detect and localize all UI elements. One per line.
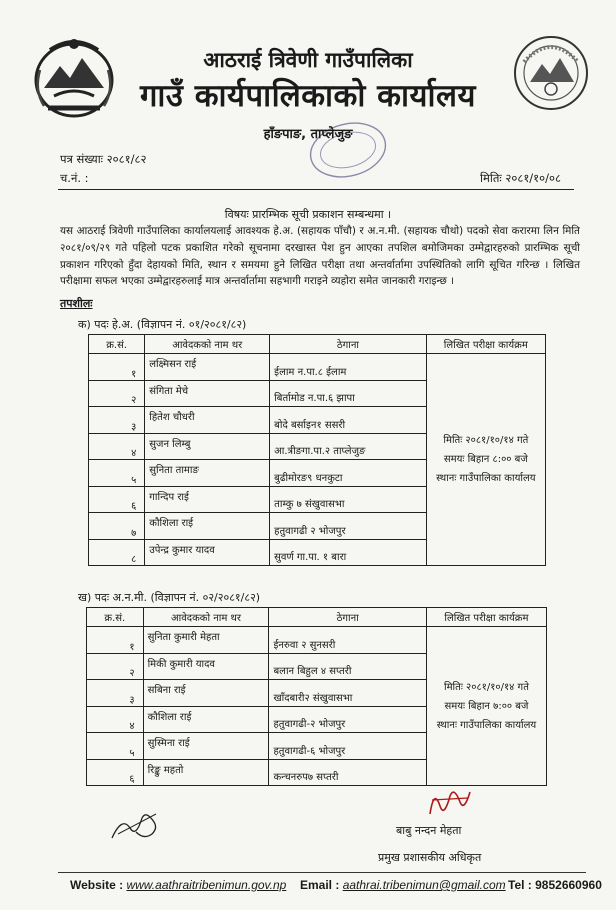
dispatch-number: च.नं. : bbox=[60, 171, 89, 185]
header-address: ठेगाना bbox=[270, 335, 427, 354]
serial-cell: १ bbox=[89, 354, 145, 381]
exam-date: मितिः २०८१/१०/१४ गते bbox=[443, 681, 529, 693]
footer-phone bbox=[508, 878, 602, 892]
address-cell: कन्चनरुप७ सप्तरी bbox=[269, 759, 426, 786]
footer-website bbox=[70, 878, 286, 892]
applicant-name-cell: गान्दिप राई bbox=[145, 486, 270, 513]
reference-label: पत्र संख्याः bbox=[60, 152, 104, 166]
exam-venue: स्थानः गाउँपालिका कार्यालय bbox=[436, 473, 536, 484]
header-name: आवेदकको नाम थर bbox=[143, 608, 269, 627]
address-cell: हतुवागढी-६ भोजपुर bbox=[269, 733, 426, 760]
applicant-name-cell: हितेश चौधरी bbox=[145, 407, 270, 434]
candidate-table-health-assistant bbox=[88, 334, 546, 566]
header-serial: क्र.सं. bbox=[87, 608, 144, 627]
exam-time: समयः बिहान ७:०० बजे bbox=[444, 700, 529, 712]
applicant-name-cell: सबिना राई bbox=[143, 680, 269, 707]
website-label: Website : bbox=[70, 878, 124, 892]
address-cell: ईनरुवा २ सुनसरी bbox=[269, 627, 426, 654]
details-heading: तपशीलः bbox=[60, 297, 93, 310]
address-cell: ईलाम न.पा.८ ईलाम bbox=[270, 354, 427, 381]
letter-body: यस आठराई त्रिवेणी गाउँपालिका कार्यालयलाई आवश्यक हे.अ. (सहायक पाँचौ) र अ.न.मी. (सहायक चौथो) पदको सेवा करारमा लिन मिति २०८१/०९/२९ गते पहिलो पटक प्रकाशित गरेको सूचनामा दरखास्त पेश हुन आएका तपशिल बमोजिमका उम्मेद्वारहरुको प्रारम्भिक सूची प्रकाशन गरिएको हुँदा देहायको मिति, स्थान र समयमा हुने लिखित परीक्षा तथा अन्तर्वार्तामा उपस्थितिको लागि सूचित गरिन्छ । लिखित परीक्षामा सफल भएका उम्मेद्वारहरुलाई मात्र अन्तर्वार्तामा सहभागी गराइने व्यहोरा समेत जानकारी गराइन्छ । bbox=[60, 225, 580, 288]
phone-label: Tel : bbox=[508, 878, 532, 892]
address-cell: बोदे बर्साइन१ ससरी bbox=[270, 407, 427, 434]
reference-value: २०८१/८२ bbox=[106, 152, 147, 166]
serial-cell: ८ bbox=[89, 539, 145, 566]
signer-name: बाबु नन्दन मेहता bbox=[396, 824, 462, 837]
serial-cell: ७ bbox=[89, 513, 145, 540]
applicant-name-cell: सुनिता कुमारी मेहता bbox=[143, 627, 269, 654]
serial-cell: २ bbox=[87, 653, 144, 680]
reference-number bbox=[60, 152, 146, 167]
header-serial: क्र.सं. bbox=[89, 335, 145, 354]
applicant-name-cell: सुनिता तामाङ bbox=[145, 460, 270, 487]
phone-number: 9852660960 bbox=[535, 878, 602, 892]
organization-name: आठराई त्रिवेणी गाउँपालिका bbox=[203, 48, 413, 72]
handwritten-signature-right bbox=[424, 784, 474, 820]
applicant-name-cell: सुजन लिम्बु bbox=[145, 433, 270, 460]
section-title-health-assistant: क) पदः हे.अ. (विज्ञापन नं. ०१/२०८१/८२) bbox=[78, 318, 247, 331]
address-cell: सुवर्ण गा.पा. १ बारा bbox=[270, 539, 427, 566]
serial-cell: ४ bbox=[87, 706, 144, 733]
email-label: Email : bbox=[300, 878, 340, 892]
applicant-name-cell: संगिता मेचे bbox=[145, 380, 270, 407]
serial-cell: १ bbox=[87, 627, 144, 654]
serial-cell: २ bbox=[89, 380, 145, 407]
applicant-name-cell: रिङ्कु महतो bbox=[143, 759, 269, 786]
serial-cell: ३ bbox=[89, 407, 145, 434]
address-cell: बिर्तामोड न.पा.६ झापा bbox=[270, 380, 427, 407]
address-cell: हतुवागढी-२ भोजपुर bbox=[269, 706, 426, 733]
applicant-name-cell: सुस्मिना राई bbox=[143, 733, 269, 760]
applicant-name-cell: मिकी कुमारी यादव bbox=[143, 653, 269, 680]
header-program: लिखित परीक्षा कार्यक्रम bbox=[426, 608, 546, 627]
serial-cell: ३ bbox=[87, 680, 144, 707]
table-row bbox=[87, 627, 547, 654]
applicant-name-cell: कौशिला राई bbox=[145, 513, 270, 540]
date-label: मितिः bbox=[480, 171, 502, 185]
address-cell: बुढीमोरङ९ धनकुटा bbox=[270, 460, 427, 487]
office-location: हाँङपाङ, ताप्लेजुङ bbox=[263, 127, 353, 142]
serial-cell: ५ bbox=[89, 460, 145, 487]
office-name: गाउँ कार्यपालिकाको कार्यालय bbox=[139, 78, 477, 114]
footer-email bbox=[300, 878, 506, 892]
exam-program-cell bbox=[426, 627, 546, 786]
date-value: २०८१/१०/०८ bbox=[505, 171, 561, 185]
header-divider bbox=[58, 189, 574, 190]
letter-subject: विषयः प्रारम्भिक सूची प्रकाशन सम्बन्धमा । bbox=[224, 208, 392, 221]
exam-program-cell bbox=[426, 354, 545, 566]
address-cell: खाँदबारी२ संखुवासभा bbox=[269, 680, 426, 707]
section-title-anm: ख) पदः अ.न.मी. (विज्ञापन नं. ०२/२०८१/८२) bbox=[78, 591, 261, 604]
applicant-name-cell: कौशिला राई bbox=[143, 706, 269, 733]
serial-cell: ४ bbox=[89, 433, 145, 460]
exam-date: मितिः २०८१/१०/१४ गते bbox=[443, 435, 529, 446]
letter-date bbox=[480, 171, 561, 186]
exam-time: समयः बिहान ८:०० बजे bbox=[443, 454, 528, 465]
header-address: ठेगाना bbox=[269, 608, 426, 627]
applicant-name-cell: लक्ष्मिसन राई bbox=[145, 354, 270, 381]
email-link[interactable]: aathrai.tribenimun@gmail.com bbox=[342, 878, 506, 892]
signer-designation: प्रमुख प्रशासकीय अधिकृत bbox=[378, 851, 482, 864]
header-program: लिखित परीक्षा कार्यक्रम bbox=[426, 335, 545, 354]
handwritten-signature-left bbox=[108, 808, 162, 844]
address-cell: हतुवागढी २ भोजपुर bbox=[270, 513, 427, 540]
exam-venue: स्थानः गाउँपालिका कार्यालय bbox=[436, 719, 537, 731]
website-link[interactable]: www.aathraitribenimun.gov.np bbox=[126, 878, 287, 892]
serial-cell: ६ bbox=[89, 486, 145, 513]
table-row bbox=[89, 354, 546, 381]
address-cell: ताम्कु ७ संखुवासभा bbox=[270, 486, 427, 513]
address-cell: आ.त्रीङगा.पा.२ ताप्लेजुङ bbox=[270, 433, 427, 460]
header-name: आवेदकको नाम थर bbox=[145, 335, 270, 354]
applicant-name-cell: उपेन्द्र कुमार यादव bbox=[145, 539, 270, 566]
serial-cell: ६ bbox=[87, 759, 144, 786]
footer-divider bbox=[58, 872, 586, 873]
serial-cell: ५ bbox=[87, 733, 144, 760]
address-cell: बलान बिहुल ४ सप्तरी bbox=[269, 653, 426, 680]
candidate-table-anm bbox=[86, 607, 547, 786]
